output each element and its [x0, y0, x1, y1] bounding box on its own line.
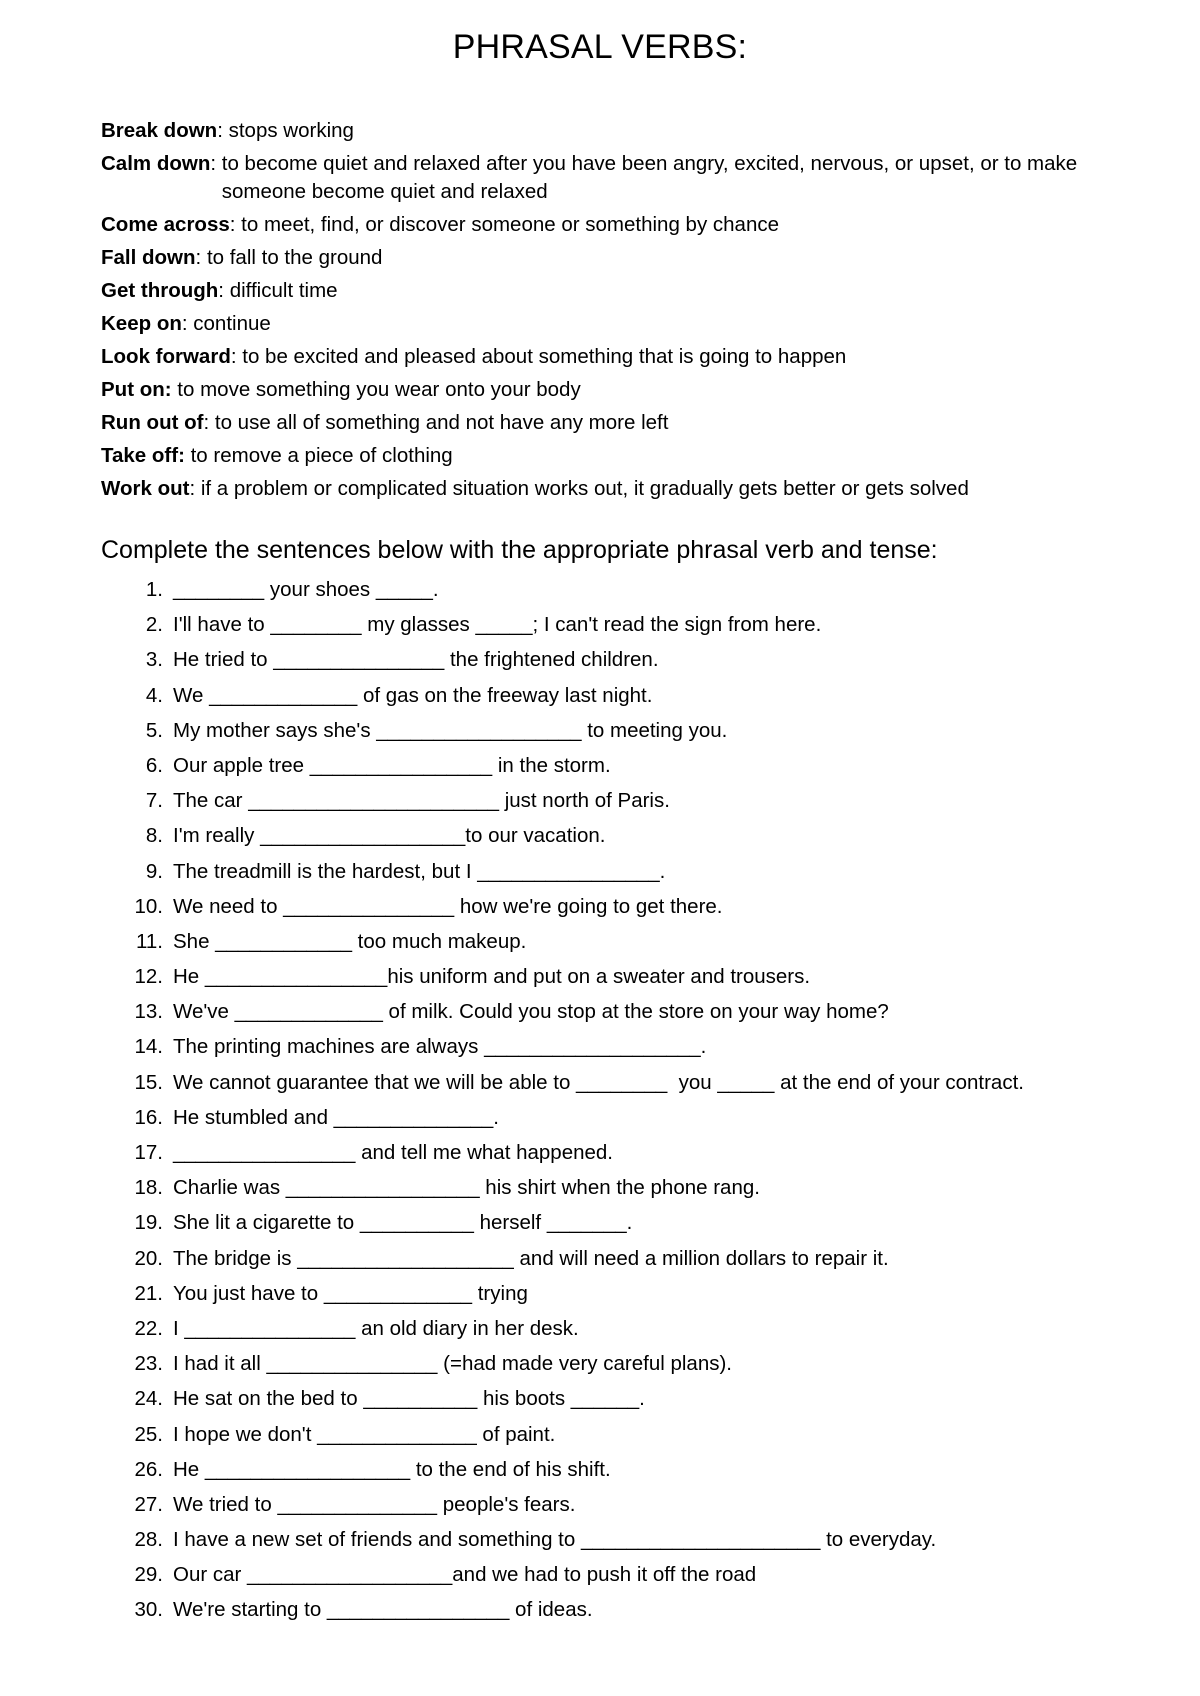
exercise-number: 15. — [134, 1070, 163, 1094]
exercise-item — [101, 1209, 1161, 1244]
exercise-sentence: We've _____________ of milk. Could you stop at the store on your way home? — [173, 1000, 889, 1024]
exercise-number: 17. — [134, 1141, 163, 1164]
definition-meaning: to remove a piece of clothing — [190, 444, 453, 467]
definition-term: Fall down — [101, 246, 196, 269]
exercise-item — [101, 1526, 1161, 1561]
exercise-item — [101, 1104, 1161, 1139]
exercise-sentence: We _____________ of gas on the freeway last night. — [173, 683, 653, 707]
exercise-sentence: He sat on the bed to __________ his boots ______. — [173, 1387, 645, 1411]
definition-item — [101, 442, 1121, 470]
definition-item — [101, 150, 1121, 206]
definition-item — [101, 211, 1121, 239]
exercise-number: 22. — [134, 1316, 163, 1340]
exercise-number: 16. — [134, 1105, 163, 1129]
definition-separator: : — [189, 477, 201, 500]
exercise-item — [101, 1561, 1161, 1596]
exercise-number: 9. — [145, 859, 163, 883]
exercise-sentence: We're starting to ________________ of ideas. — [173, 1598, 593, 1622]
definition-separator: : — [230, 345, 243, 368]
exercise-number: 19. — [134, 1211, 163, 1235]
exercise-item — [101, 1033, 1161, 1068]
exercise-item — [101, 1069, 1161, 1104]
exercise-sentence: The car ______________________ just north of Paris. — [173, 789, 670, 813]
definition-item — [101, 310, 1121, 338]
definition-item — [101, 244, 1121, 272]
exercise-item — [101, 787, 1161, 822]
exercise-item — [101, 858, 1161, 893]
exercise-sentence: ________________ and tell me what happened. — [173, 1141, 613, 1164]
exercise-item — [101, 1421, 1161, 1456]
exercise-number: 30. — [134, 1598, 163, 1622]
exercise-number: 25. — [134, 1422, 163, 1446]
exercise-sentence: Our apple tree ________________ in the storm. — [173, 753, 611, 777]
exercise-number: 11. — [136, 929, 163, 953]
definition-meaning: to use all of something and not have any more left — [214, 411, 669, 434]
definition-term: Break down — [101, 119, 218, 142]
exercise-item — [101, 822, 1161, 857]
exercise-number: 1. — [145, 578, 163, 601]
definition-item — [101, 409, 1121, 437]
exercise-number: 13. — [134, 1000, 163, 1024]
definition-term: Work out — [101, 477, 190, 500]
exercise-item — [101, 611, 1161, 646]
exercise-item — [101, 1280, 1161, 1315]
definition-separator: : — [203, 411, 215, 434]
exercise-number: 27. — [134, 1492, 163, 1516]
definition-term: Look forward — [101, 345, 231, 368]
exercise-item — [101, 682, 1161, 717]
exercise-sentence: She ____________ too much makeup. — [173, 929, 527, 953]
exercise-number: 20. — [134, 1246, 163, 1270]
exercise-number: 28. — [134, 1528, 163, 1552]
exercise-sentence: My mother says she's __________________ to meeting you. — [173, 718, 728, 742]
exercise-item — [101, 1139, 1161, 1174]
exercise-item — [101, 893, 1161, 928]
exercise-item — [101, 1596, 1161, 1631]
exercise-item — [101, 1315, 1161, 1350]
definition-separator: : — [218, 279, 230, 302]
exercise-sentence: I'll have to ________ my glasses _____; I can't read the sign from here. — [173, 613, 822, 637]
exercise-sentence: We need to _______________ how we're going to get there. — [173, 894, 723, 918]
definition-term: Get through — [101, 279, 219, 302]
exercise-sentence: He stumbled and ______________. — [173, 1105, 499, 1129]
exercise-item — [101, 1174, 1161, 1209]
exercise-sentence: I'm really __________________to our vacation. — [173, 824, 606, 848]
definition-term: Keep on — [101, 312, 182, 335]
definition-item — [101, 475, 1121, 503]
exercise-sentence: You just have to _____________ trying — [173, 1281, 528, 1305]
exercise-number: 29. — [134, 1563, 163, 1587]
exercise-sentence: He tried to _______________ the frightened children. — [173, 648, 659, 672]
definition-separator: : — [181, 312, 194, 335]
definition-meaning: to become quiet and relaxed after you have been angry, excited, nervous, or upset, or to make someone become quiet and relaxed — [221, 152, 1078, 203]
definition-item — [101, 117, 1121, 145]
definition-item — [101, 277, 1121, 305]
definitions-list — [101, 117, 1121, 508]
exercise-number: 7. — [145, 789, 163, 813]
exercise-sentence: ________ your shoes _____. — [173, 578, 439, 601]
definition-meaning: stops working — [228, 119, 354, 142]
exercise-number: 8. — [145, 824, 163, 848]
exercise-sentence: The printing machines are always ___________________. — [173, 1035, 707, 1059]
exercise-item — [101, 717, 1161, 752]
exercise-sentence: Charlie was _________________ his shirt when the phone rang. — [173, 1176, 760, 1200]
exercise-sentence: I have a new set of friends and something to _____________________ to everyday. — [173, 1528, 937, 1552]
exercise-sentence: The bridge is ___________________ and will need a million dollars to repair it. — [173, 1246, 889, 1270]
exercise-list — [101, 576, 1161, 1632]
exercise-item — [101, 1491, 1161, 1526]
definition-term: Put on: — [101, 378, 172, 401]
exercise-number: 3. — [145, 648, 163, 672]
exercise-sentence: I _______________ an old diary in her desk. — [173, 1316, 579, 1340]
exercise-number: 5. — [145, 718, 163, 742]
exercise-number: 4. — [145, 683, 163, 707]
definition-meaning: if a problem or complicated situation works out, it gradually gets better or gets solved — [200, 477, 969, 500]
exercise-item — [101, 576, 1161, 611]
exercise-number: 10. — [134, 894, 163, 918]
exercise-number: 6. — [145, 753, 163, 777]
exercise-number: 2. — [145, 613, 163, 637]
instructions-heading: Complete the sentences below with the appropriate phrasal verb and tense: — [101, 536, 938, 564]
exercise-item — [101, 1350, 1161, 1385]
exercise-item — [101, 1456, 1161, 1491]
exercise-sentence: He ________________his uniform and put on a sweater and trousers. — [173, 965, 811, 989]
definition-term: Run out of — [101, 411, 204, 434]
exercise-number: 24. — [134, 1387, 163, 1411]
exercise-sentence: He __________________ to the end of his shift. — [173, 1457, 611, 1481]
definition-meaning: to be excited and pleased about something that is going to happen — [242, 345, 847, 368]
definition-meaning: difficult time — [229, 279, 338, 302]
exercise-sentence: We tried to ______________ people's fears. — [173, 1492, 576, 1516]
definition-meaning: to fall to the ground — [206, 246, 383, 269]
exercise-number: 18. — [134, 1176, 163, 1200]
definition-item — [101, 376, 1121, 404]
exercise-item — [101, 998, 1161, 1033]
exercise-item — [101, 646, 1161, 681]
definition-meaning: to meet, find, or discover someone or something by chance — [241, 213, 780, 236]
definition-separator: : — [210, 152, 222, 175]
exercise-number: 26. — [134, 1457, 163, 1481]
exercise-item — [101, 928, 1161, 963]
definition-separator: : — [217, 119, 229, 142]
definition-item — [101, 343, 1121, 371]
definition-term: Take off: — [101, 444, 185, 467]
exercise-sentence: I hope we don't ______________ of paint. — [173, 1422, 556, 1446]
exercise-sentence: Our car __________________and we had to push it off the road — [173, 1563, 757, 1587]
page-title: PHRASAL VERBS: — [452, 28, 748, 66]
exercise-item — [101, 752, 1161, 787]
exercise-number: 14. — [134, 1035, 163, 1059]
exercise-item — [101, 963, 1161, 998]
exercise-sentence: The treadmill is the hardest, but I ________________. — [173, 859, 666, 883]
definition-meaning: continue — [193, 312, 271, 335]
exercise-sentence: She lit a cigarette to __________ herself _______. — [173, 1211, 633, 1235]
exercise-sentence: I had it all _______________ (=had made very careful plans). — [173, 1352, 733, 1376]
exercise-sentence: We cannot guarantee that we will be able to ________ you _____ at the end of your contract. — [173, 1070, 1024, 1094]
exercise-number: 12. — [134, 965, 163, 989]
definition-term: Calm down — [101, 152, 211, 175]
exercise-number: 23. — [134, 1352, 163, 1376]
exercise-item — [101, 1385, 1161, 1420]
definition-meaning: to move something you wear onto your body — [177, 378, 581, 401]
definition-separator: : — [195, 246, 207, 269]
definition-term: Come across — [101, 213, 230, 236]
definition-separator: : — [229, 213, 242, 236]
exercise-number: 21. — [134, 1281, 163, 1305]
exercise-item — [101, 1245, 1161, 1280]
